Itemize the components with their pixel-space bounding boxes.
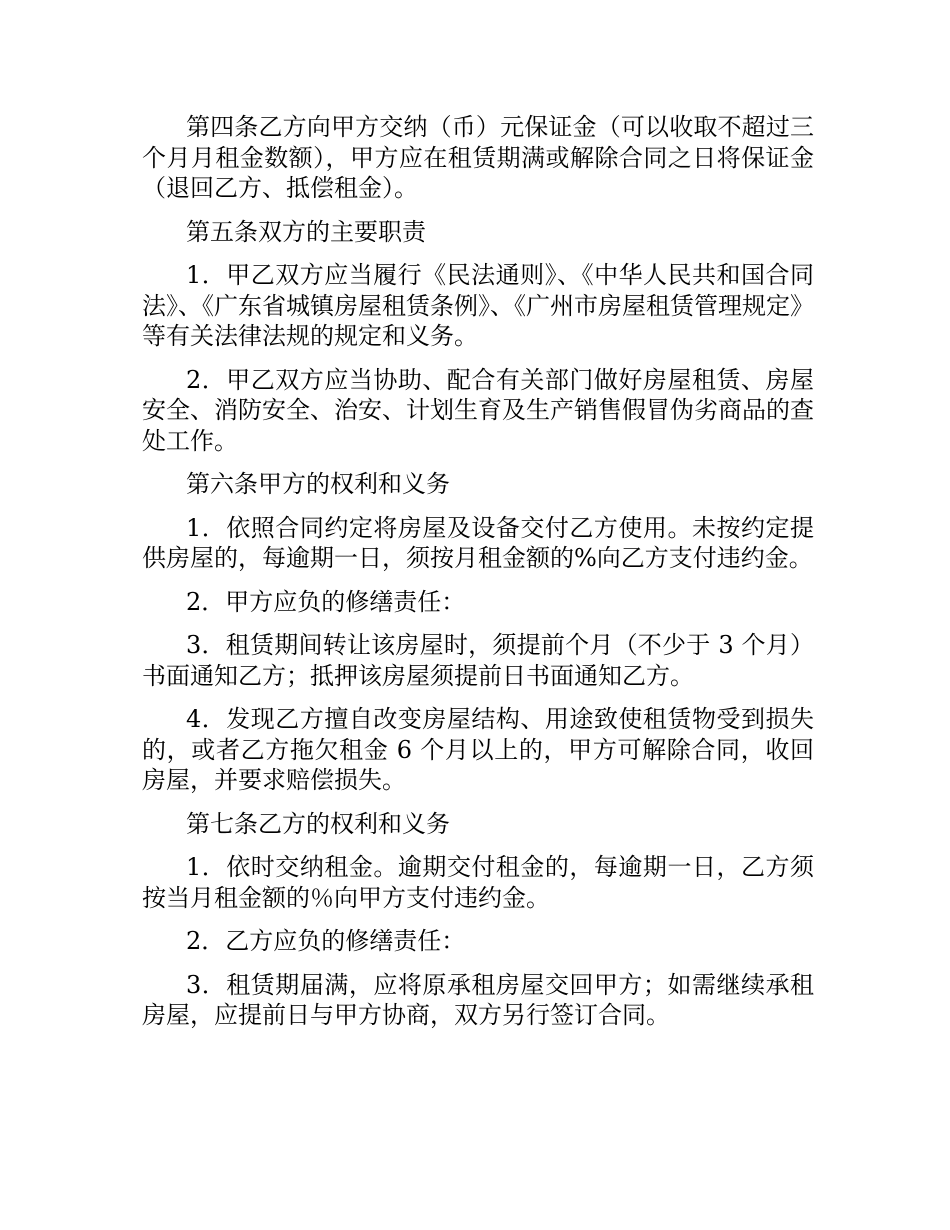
clause-7-item-3: 3．租赁期届满，应将原承租房屋交回甲方；如需继续承租房屋，应提前日与甲方协商，双方另行签订合同。 <box>142 970 814 1029</box>
clause-6-item-4: 4．发现乙方擅自改变房屋结构、用途致使租赁物受到损失的，或者乙方拖欠租金 6 个月以上的，甲方可解除合同，收回房屋，并要求赔偿损失。 <box>142 705 814 794</box>
clause-6-item-2: 2．甲方应负的修缮责任： <box>186 587 466 616</box>
clause-6-heading: 第六条甲方的权利和义务 <box>186 470 450 498</box>
clause-5-item-1: 1．甲乙双方应当履行《民法通则》、《中华人民共和国合同法》、《广东省城镇房屋租赁条例》、《广州市房屋租赁管理规定》等有关法律法规的规定和义务。 <box>142 261 814 350</box>
clause-5-heading: 第五条双方的主要职责 <box>186 217 426 246</box>
clause-4-deposit: 第四条乙方向甲方交纳（币）元保证金（可以收取不超过三个月月租金数额），甲方应在租赁期满或解除合同之日将保证金（退回乙方、抵偿租金）。 <box>142 113 814 202</box>
clause-5-item-2: 2．甲乙双方应当协助、配合有关部门做好房屋租赁、房屋安全、消防安全、治安、计划生育及生产销售假冒伪劣商品的查处工作。 <box>142 365 814 455</box>
clause-7-item-2: 2．乙方应负的修缮责任： <box>186 927 466 955</box>
clause-7-item-1: 1．依时交纳租金。逾期交付租金的，每逾期一日，乙方须按当月租金额的％向甲方支付违约金。 <box>142 853 814 912</box>
clause-7-heading: 第七条乙方的权利和义务 <box>186 809 450 838</box>
clause-6-item-3: 3．租赁期间转让该房屋时，须提前个月（不少于 3 个月）书面通知乙方；抵押该房屋须提前日书面通知乙方。 <box>142 631 814 690</box>
document-page <box>142 112 814 1044</box>
clause-6-item-1: 1．依照合同约定将房屋及设备交付乙方使用。未按约定提供房屋的，每逾期一日，须按月租金额的%向乙方支付违约金。 <box>142 513 814 572</box>
